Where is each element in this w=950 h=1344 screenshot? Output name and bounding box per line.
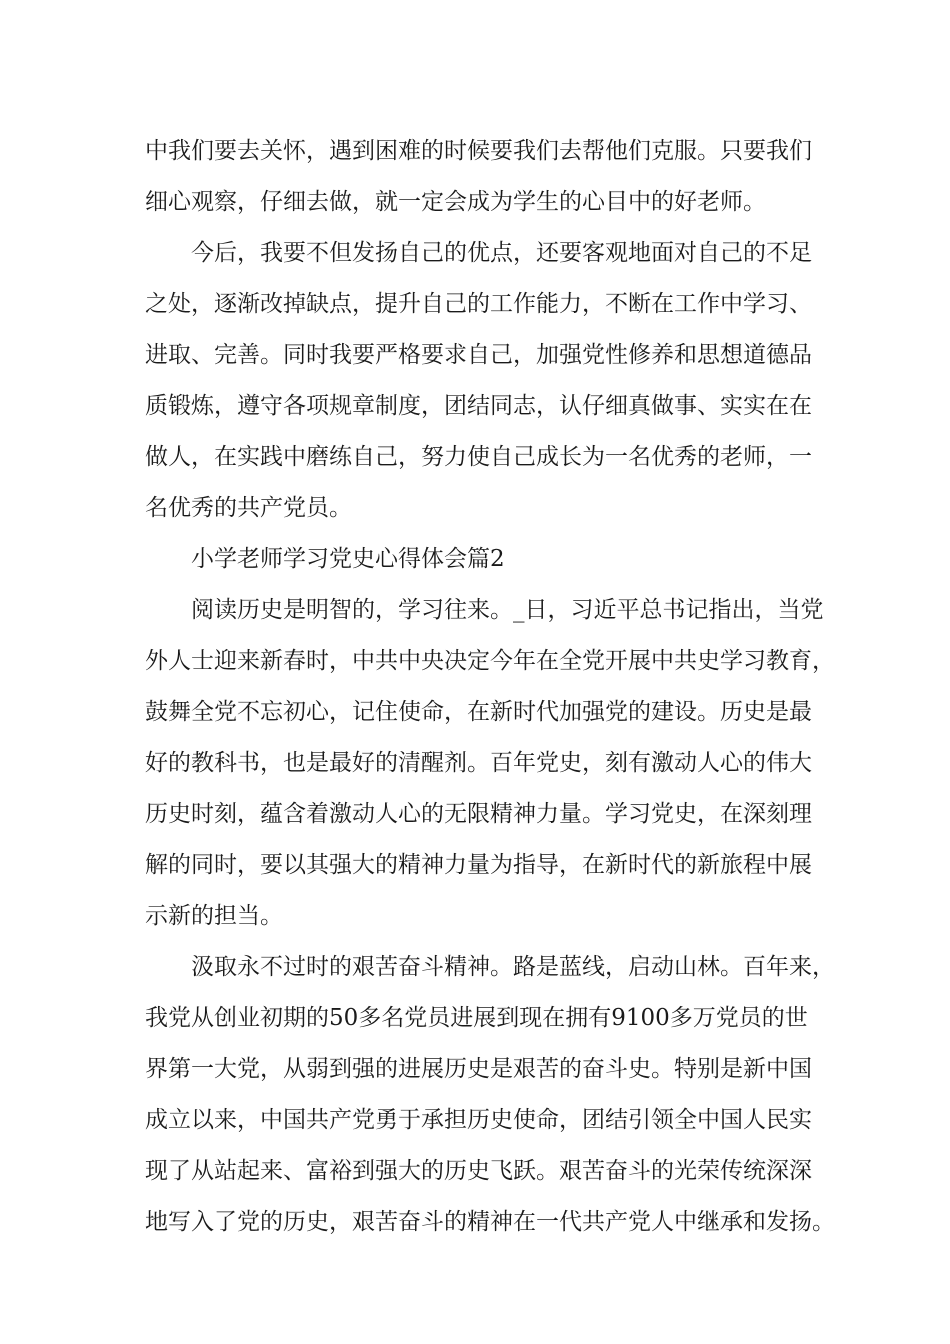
paragraph-first-line	[0, 942, 950, 992]
text-line	[0, 1095, 950, 1145]
line-text: 成立以来，中国共产党勇于承担历史使命，团结引领全中国人民实	[145, 1107, 812, 1133]
text-line	[0, 381, 950, 431]
text-line	[0, 687, 950, 737]
text-line	[0, 1197, 950, 1247]
text-line	[0, 1146, 950, 1196]
line-text: 汲取永不过时的艰苦奋斗精神。路是蓝线，启动山林。百年来，	[191, 954, 835, 980]
section-heading	[0, 534, 950, 584]
text-line	[0, 840, 950, 890]
line-text: 现了从站起来、富裕到强大的历史飞跃。艰苦奋斗的光荣传统深深	[145, 1158, 812, 1184]
text-line	[0, 993, 950, 1043]
line-text: 解的同时，要以其强大的精神力量为指导，在新时代的新旅程中展	[145, 852, 812, 878]
text-line	[0, 789, 950, 839]
line-text: 进取、完善。同时我要严格要求自己，加强党性修养和思想道德品	[145, 342, 812, 368]
text-line	[0, 330, 950, 380]
line-text: 阅读历史是明智的，学习往来。_日，习近平总书记指出，当党	[191, 597, 824, 623]
text-line	[0, 1044, 950, 1094]
line-text: 中我们要去关怀，遇到困难的时候要我们去帮他们克服。只要我们	[145, 138, 812, 164]
text-line	[0, 126, 950, 176]
text-line	[0, 891, 950, 941]
line-text: 界第一大党，从弱到强的进展历史是艰苦的奋斗史。特别是新中国	[145, 1056, 812, 1082]
paragraph-first-line	[0, 585, 950, 635]
line-text: 我党从创业初期的50多名党员进展到现在拥有9100多万党员的世	[145, 1005, 808, 1031]
line-text: 小学老师学习党史心得体会篇2	[191, 546, 505, 572]
line-text: 名优秀的共产党员。	[145, 495, 352, 521]
text-line	[0, 483, 950, 533]
line-text: 细心观察，仔细去做，就一定会成为学生的心目中的好老师。	[145, 189, 766, 215]
line-text: 做人，在实践中磨练自己，努力使自己成长为一名优秀的老师，一	[145, 444, 812, 470]
line-text: 之处，逐渐改掉缺点，提升自己的工作能力，不断在工作中学习、	[145, 291, 812, 317]
line-text: 鼓舞全党不忘初心，记住使命，在新时代加强党的建设。历史是最	[145, 699, 812, 725]
line-text: 质锻炼，遵守各项规章制度，团结同志，认仔细真做事、实实在在	[145, 393, 812, 419]
line-text: 今后，我要不但发扬自己的优点，还要客观地面对自己的不足	[191, 240, 812, 266]
text-line	[0, 177, 950, 227]
text-line	[0, 279, 950, 329]
text-line	[0, 738, 950, 788]
line-text: 历史时刻，蕴含着激动人心的无限精神力量。学习党史，在深刻理	[145, 801, 812, 827]
text-line	[0, 432, 950, 482]
line-text: 外人士迎来新春时，中共中央决定今年在全党开展中共史学习教育，	[145, 648, 835, 674]
text-line	[0, 636, 950, 686]
line-text: 地写入了党的历史，艰苦奋斗的精神在一代共产党人中继承和发扬。	[145, 1209, 835, 1235]
paragraph-first-line	[0, 228, 950, 278]
line-text: 好的教科书，也是最好的清醒剂。百年党史，刻有激动人心的伟大	[145, 750, 812, 776]
line-text: 示新的担当。	[145, 903, 283, 929]
